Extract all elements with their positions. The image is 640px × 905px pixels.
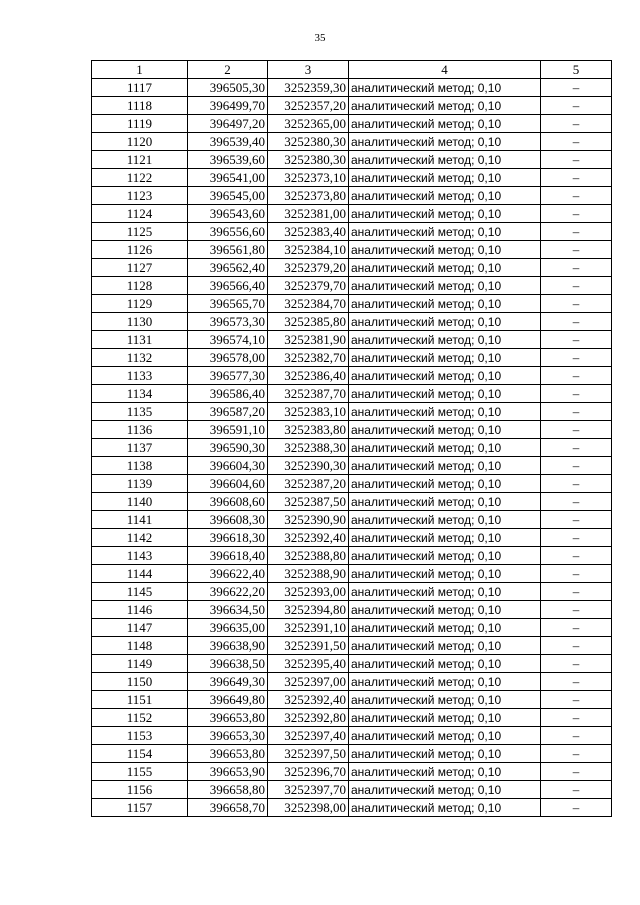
point-number-cell: 1157	[92, 799, 188, 817]
y-coordinate-cell: 3252388,90	[268, 565, 349, 583]
note-cell: –	[541, 547, 612, 565]
method-accuracy-cell: аналитический метод; 0,10	[349, 115, 541, 133]
table-row	[92, 151, 612, 169]
method-accuracy-cell: аналитический метод; 0,10	[349, 403, 541, 421]
x-coordinate-cell: 396634,50	[188, 601, 268, 619]
table-row	[92, 439, 612, 457]
table-row	[92, 655, 612, 673]
table-row	[92, 763, 612, 781]
y-coordinate-cell: 3252387,50	[268, 493, 349, 511]
point-number-cell: 1155	[92, 763, 188, 781]
note-cell: –	[541, 655, 612, 673]
y-coordinate-cell: 3252395,40	[268, 655, 349, 673]
x-coordinate-cell: 396649,80	[188, 691, 268, 709]
table-row	[92, 493, 612, 511]
x-coordinate-cell: 396556,60	[188, 223, 268, 241]
x-coordinate-cell: 396638,50	[188, 655, 268, 673]
table-row	[92, 349, 612, 367]
x-coordinate-cell: 396622,40	[188, 565, 268, 583]
header-col-3: 3	[268, 61, 349, 79]
note-cell: –	[541, 619, 612, 637]
point-number-cell: 1143	[92, 547, 188, 565]
method-accuracy-cell: аналитический метод; 0,10	[349, 205, 541, 223]
method-accuracy-cell: аналитический метод; 0,10	[349, 349, 541, 367]
point-number-cell: 1146	[92, 601, 188, 619]
table-row	[92, 403, 612, 421]
y-coordinate-cell: 3252391,10	[268, 619, 349, 637]
method-accuracy-cell: аналитический метод; 0,10	[349, 439, 541, 457]
table-row	[92, 637, 612, 655]
method-accuracy-cell: аналитический метод; 0,10	[349, 691, 541, 709]
y-coordinate-cell: 3252379,20	[268, 259, 349, 277]
y-coordinate-cell: 3252385,80	[268, 313, 349, 331]
point-number-cell: 1138	[92, 457, 188, 475]
y-coordinate-cell: 3252380,30	[268, 151, 349, 169]
x-coordinate-cell: 396658,70	[188, 799, 268, 817]
table-row	[92, 601, 612, 619]
x-coordinate-cell: 396565,70	[188, 295, 268, 313]
method-accuracy-cell: аналитический метод; 0,10	[349, 727, 541, 745]
header-col-4: 4	[349, 61, 541, 79]
y-coordinate-cell: 3252396,70	[268, 763, 349, 781]
y-coordinate-cell: 3252388,30	[268, 439, 349, 457]
table-row	[92, 115, 612, 133]
point-number-cell: 1135	[92, 403, 188, 421]
table-row	[92, 511, 612, 529]
point-number-cell: 1151	[92, 691, 188, 709]
x-coordinate-cell: 396658,80	[188, 781, 268, 799]
method-accuracy-cell: аналитический метод; 0,10	[349, 673, 541, 691]
method-accuracy-cell: аналитический метод; 0,10	[349, 421, 541, 439]
note-cell: –	[541, 385, 612, 403]
method-accuracy-cell: аналитический метод; 0,10	[349, 565, 541, 583]
method-accuracy-cell: аналитический метод; 0,10	[349, 637, 541, 655]
table-header-row	[92, 61, 612, 79]
method-accuracy-cell: аналитический метод; 0,10	[349, 619, 541, 637]
point-number-cell: 1147	[92, 619, 188, 637]
header-col-2: 2	[188, 61, 268, 79]
x-coordinate-cell: 396587,20	[188, 403, 268, 421]
point-number-cell: 1140	[92, 493, 188, 511]
table-row	[92, 745, 612, 763]
x-coordinate-cell: 396608,30	[188, 511, 268, 529]
point-number-cell: 1142	[92, 529, 188, 547]
y-coordinate-cell: 3252382,70	[268, 349, 349, 367]
x-coordinate-cell: 396562,40	[188, 259, 268, 277]
y-coordinate-cell: 3252384,70	[268, 295, 349, 313]
note-cell: –	[541, 349, 612, 367]
method-accuracy-cell: аналитический метод; 0,10	[349, 601, 541, 619]
point-number-cell: 1156	[92, 781, 188, 799]
table-row	[92, 259, 612, 277]
point-number-cell: 1134	[92, 385, 188, 403]
method-accuracy-cell: аналитический метод; 0,10	[349, 709, 541, 727]
x-coordinate-cell: 396653,80	[188, 745, 268, 763]
method-accuracy-cell: аналитический метод; 0,10	[349, 259, 541, 277]
y-coordinate-cell: 3252381,90	[268, 331, 349, 349]
x-coordinate-cell: 396497,20	[188, 115, 268, 133]
table-row	[92, 565, 612, 583]
method-accuracy-cell: аналитический метод; 0,10	[349, 799, 541, 817]
table-row	[92, 583, 612, 601]
point-number-cell: 1123	[92, 187, 188, 205]
method-accuracy-cell: аналитический метод; 0,10	[349, 223, 541, 241]
table-row	[92, 223, 612, 241]
point-number-cell: 1129	[92, 295, 188, 313]
y-coordinate-cell: 3252388,80	[268, 547, 349, 565]
x-coordinate-cell: 396604,30	[188, 457, 268, 475]
note-cell: –	[541, 331, 612, 349]
x-coordinate-cell: 396541,00	[188, 169, 268, 187]
point-number-cell: 1130	[92, 313, 188, 331]
note-cell: –	[541, 133, 612, 151]
note-cell: –	[541, 781, 612, 799]
note-cell: –	[541, 187, 612, 205]
x-coordinate-cell: 396653,30	[188, 727, 268, 745]
x-coordinate-cell: 396649,30	[188, 673, 268, 691]
y-coordinate-cell: 3252390,30	[268, 457, 349, 475]
x-coordinate-cell: 396539,40	[188, 133, 268, 151]
x-coordinate-cell: 396505,30	[188, 79, 268, 97]
method-accuracy-cell: аналитический метод; 0,10	[349, 313, 541, 331]
table-row	[92, 421, 612, 439]
table-row	[92, 385, 612, 403]
x-coordinate-cell: 396622,20	[188, 583, 268, 601]
point-number-cell: 1125	[92, 223, 188, 241]
table-row	[92, 187, 612, 205]
point-number-cell: 1133	[92, 367, 188, 385]
x-coordinate-cell: 396566,40	[188, 277, 268, 295]
table-row	[92, 691, 612, 709]
method-accuracy-cell: аналитический метод; 0,10	[349, 493, 541, 511]
x-coordinate-cell: 396638,90	[188, 637, 268, 655]
point-number-cell: 1153	[92, 727, 188, 745]
method-accuracy-cell: аналитический метод; 0,10	[349, 295, 541, 313]
method-accuracy-cell: аналитический метод; 0,10	[349, 583, 541, 601]
y-coordinate-cell: 3252380,30	[268, 133, 349, 151]
method-accuracy-cell: аналитический метод; 0,10	[349, 475, 541, 493]
point-number-cell: 1127	[92, 259, 188, 277]
y-coordinate-cell: 3252387,20	[268, 475, 349, 493]
y-coordinate-cell: 3252381,00	[268, 205, 349, 223]
note-cell: –	[541, 745, 612, 763]
note-cell: –	[541, 223, 612, 241]
method-accuracy-cell: аналитический метод; 0,10	[349, 511, 541, 529]
y-coordinate-cell: 3252359,30	[268, 79, 349, 97]
point-number-cell: 1120	[92, 133, 188, 151]
header-col-5: 5	[541, 61, 612, 79]
note-cell: –	[541, 277, 612, 295]
point-number-cell: 1137	[92, 439, 188, 457]
note-cell: –	[541, 421, 612, 439]
note-cell: –	[541, 205, 612, 223]
y-coordinate-cell: 3252397,70	[268, 781, 349, 799]
note-cell: –	[541, 169, 612, 187]
y-coordinate-cell: 3252392,40	[268, 529, 349, 547]
y-coordinate-cell: 3252386,40	[268, 367, 349, 385]
table-row	[92, 169, 612, 187]
note-cell: –	[541, 79, 612, 97]
table-row	[92, 673, 612, 691]
note-cell: –	[541, 439, 612, 457]
point-number-cell: 1118	[92, 97, 188, 115]
method-accuracy-cell: аналитический метод; 0,10	[349, 655, 541, 673]
table-row	[92, 619, 612, 637]
table-row	[92, 205, 612, 223]
y-coordinate-cell: 3252373,10	[268, 169, 349, 187]
point-number-cell: 1119	[92, 115, 188, 133]
point-number-cell: 1139	[92, 475, 188, 493]
table-row	[92, 727, 612, 745]
table-row	[92, 475, 612, 493]
note-cell: –	[541, 583, 612, 601]
table-row	[92, 241, 612, 259]
point-number-cell: 1132	[92, 349, 188, 367]
point-number-cell: 1117	[92, 79, 188, 97]
method-accuracy-cell: аналитический метод; 0,10	[349, 187, 541, 205]
method-accuracy-cell: аналитический метод; 0,10	[349, 781, 541, 799]
note-cell: –	[541, 511, 612, 529]
x-coordinate-cell: 396539,60	[188, 151, 268, 169]
note-cell: –	[541, 673, 612, 691]
x-coordinate-cell: 396608,60	[188, 493, 268, 511]
x-coordinate-cell: 396653,90	[188, 763, 268, 781]
note-cell: –	[541, 259, 612, 277]
method-accuracy-cell: аналитический метод; 0,10	[349, 277, 541, 295]
table-row	[92, 367, 612, 385]
method-accuracy-cell: аналитический метод; 0,10	[349, 133, 541, 151]
y-coordinate-cell: 3252383,40	[268, 223, 349, 241]
point-number-cell: 1124	[92, 205, 188, 223]
x-coordinate-cell: 396590,30	[188, 439, 268, 457]
table-row	[92, 799, 612, 817]
y-coordinate-cell: 3252397,40	[268, 727, 349, 745]
method-accuracy-cell: аналитический метод; 0,10	[349, 529, 541, 547]
method-accuracy-cell: аналитический метод; 0,10	[349, 763, 541, 781]
y-coordinate-cell: 3252383,80	[268, 421, 349, 439]
note-cell: –	[541, 601, 612, 619]
note-cell: –	[541, 151, 612, 169]
y-coordinate-cell: 3252357,20	[268, 97, 349, 115]
x-coordinate-cell: 396591,10	[188, 421, 268, 439]
y-coordinate-cell: 3252397,50	[268, 745, 349, 763]
x-coordinate-cell: 396578,00	[188, 349, 268, 367]
note-cell: –	[541, 637, 612, 655]
y-coordinate-cell: 3252398,00	[268, 799, 349, 817]
coordinates-table	[91, 60, 612, 817]
x-coordinate-cell: 396618,40	[188, 547, 268, 565]
note-cell: –	[541, 529, 612, 547]
point-number-cell: 1152	[92, 709, 188, 727]
method-accuracy-cell: аналитический метод; 0,10	[349, 547, 541, 565]
note-cell: –	[541, 457, 612, 475]
method-accuracy-cell: аналитический метод; 0,10	[349, 97, 541, 115]
point-number-cell: 1145	[92, 583, 188, 601]
point-number-cell: 1122	[92, 169, 188, 187]
header-col-1: 1	[92, 61, 188, 79]
y-coordinate-cell: 3252392,40	[268, 691, 349, 709]
x-coordinate-cell: 396543,60	[188, 205, 268, 223]
x-coordinate-cell: 396635,00	[188, 619, 268, 637]
note-cell: –	[541, 367, 612, 385]
page-number: 35	[314, 32, 326, 44]
note-cell: –	[541, 115, 612, 133]
method-accuracy-cell: аналитический метод; 0,10	[349, 745, 541, 763]
x-coordinate-cell: 396499,70	[188, 97, 268, 115]
method-accuracy-cell: аналитический метод; 0,10	[349, 79, 541, 97]
table-row	[92, 331, 612, 349]
method-accuracy-cell: аналитический метод; 0,10	[349, 151, 541, 169]
note-cell: –	[541, 295, 612, 313]
method-accuracy-cell: аналитический метод; 0,10	[349, 457, 541, 475]
y-coordinate-cell: 3252391,50	[268, 637, 349, 655]
point-number-cell: 1136	[92, 421, 188, 439]
table-row	[92, 529, 612, 547]
x-coordinate-cell: 396618,30	[188, 529, 268, 547]
point-number-cell: 1154	[92, 745, 188, 763]
note-cell: –	[541, 97, 612, 115]
note-cell: –	[541, 565, 612, 583]
y-coordinate-cell: 3252387,70	[268, 385, 349, 403]
x-coordinate-cell: 396653,80	[188, 709, 268, 727]
point-number-cell: 1149	[92, 655, 188, 673]
note-cell: –	[541, 475, 612, 493]
y-coordinate-cell: 3252384,10	[268, 241, 349, 259]
x-coordinate-cell: 396545,00	[188, 187, 268, 205]
table-row	[92, 709, 612, 727]
x-coordinate-cell: 396573,30	[188, 313, 268, 331]
table-row	[92, 79, 612, 97]
table-row	[92, 277, 612, 295]
note-cell: –	[541, 799, 612, 817]
y-coordinate-cell: 3252392,80	[268, 709, 349, 727]
y-coordinate-cell: 3252365,00	[268, 115, 349, 133]
note-cell: –	[541, 691, 612, 709]
table-row	[92, 781, 612, 799]
table-row	[92, 295, 612, 313]
point-number-cell: 1131	[92, 331, 188, 349]
note-cell: –	[541, 313, 612, 331]
x-coordinate-cell: 396577,30	[188, 367, 268, 385]
y-coordinate-cell: 3252379,70	[268, 277, 349, 295]
y-coordinate-cell: 3252393,00	[268, 583, 349, 601]
note-cell: –	[541, 403, 612, 421]
method-accuracy-cell: аналитический метод; 0,10	[349, 169, 541, 187]
table-row	[92, 97, 612, 115]
note-cell: –	[541, 241, 612, 259]
note-cell: –	[541, 493, 612, 511]
table-row	[92, 547, 612, 565]
method-accuracy-cell: аналитический метод; 0,10	[349, 367, 541, 385]
y-coordinate-cell: 3252397,00	[268, 673, 349, 691]
point-number-cell: 1128	[92, 277, 188, 295]
method-accuracy-cell: аналитический метод; 0,10	[349, 385, 541, 403]
method-accuracy-cell: аналитический метод; 0,10	[349, 241, 541, 259]
point-number-cell: 1148	[92, 637, 188, 655]
x-coordinate-cell: 396586,40	[188, 385, 268, 403]
point-number-cell: 1121	[92, 151, 188, 169]
x-coordinate-cell: 396574,10	[188, 331, 268, 349]
y-coordinate-cell: 3252373,80	[268, 187, 349, 205]
table-row	[92, 133, 612, 151]
x-coordinate-cell: 396604,60	[188, 475, 268, 493]
y-coordinate-cell: 3252390,90	[268, 511, 349, 529]
note-cell: –	[541, 709, 612, 727]
y-coordinate-cell: 3252383,10	[268, 403, 349, 421]
table-row	[92, 457, 612, 475]
point-number-cell: 1126	[92, 241, 188, 259]
x-coordinate-cell: 396561,80	[188, 241, 268, 259]
y-coordinate-cell: 3252394,80	[268, 601, 349, 619]
point-number-cell: 1150	[92, 673, 188, 691]
table-body	[92, 79, 612, 817]
method-accuracy-cell: аналитический метод; 0,10	[349, 331, 541, 349]
note-cell: –	[541, 727, 612, 745]
note-cell: –	[541, 763, 612, 781]
point-number-cell: 1144	[92, 565, 188, 583]
table-row	[92, 313, 612, 331]
point-number-cell: 1141	[92, 511, 188, 529]
